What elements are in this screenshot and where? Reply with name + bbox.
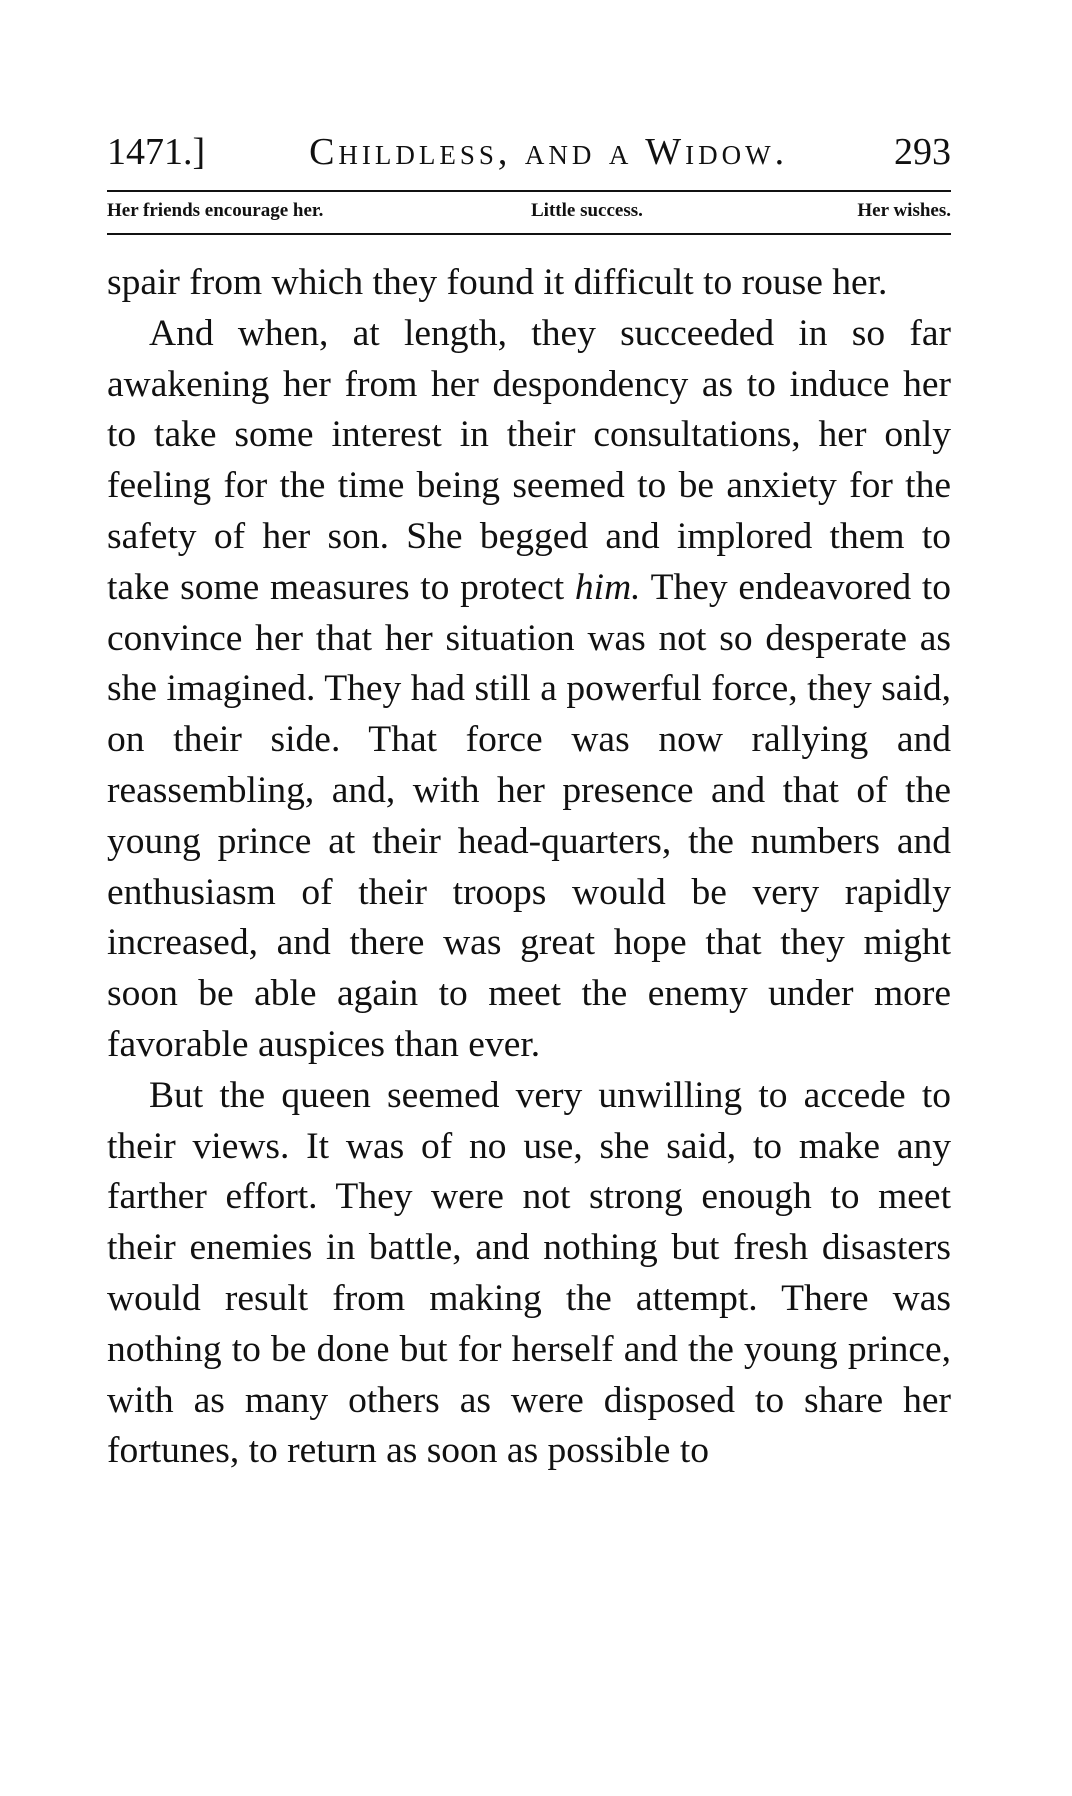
paragraph-queen-despondency — [107, 309, 951, 1071]
body-text — [107, 258, 951, 1477]
paragraph-text-after-emphasis: They endeavored to convince her that her situation was not so desperate as she imagined. They had still a powerful force, they said, on their side. That force was now rallying and reassembling, and, with her presence and that of the young prince at their head-quarters, the numbers and enthusiasm of their troops would be very rapidly increased, and there was great hope that they might soon be able again to meet the enemy under more favorable auspices than ever. — [107, 566, 951, 1065]
subhead-left: Her friends encourage her. — [107, 200, 324, 221]
emphasized-word: him. — [574, 566, 641, 608]
book-page — [107, 0, 951, 1796]
paragraph-text: spair from which they found it difficult to rouse her. — [107, 262, 888, 303]
running-head-title: Childless, and a Widow. — [309, 131, 789, 173]
marginal-subheads — [107, 197, 951, 225]
running-head — [107, 128, 951, 176]
page-number: 293 — [894, 131, 951, 173]
header-rule-bottom — [107, 233, 951, 235]
subhead-right: Her wishes. — [857, 200, 951, 221]
header-rule-top — [107, 190, 951, 192]
running-head-year: 1471.] — [107, 131, 206, 173]
paragraph-text-before-emphasis: And when, at length, they succeeded in so far awakening her from her despondency as to induce her to take some interest in their consultations, her only feeling for the time being seemed to be anxiety for the safety of her son. She begged and implored them to take some measures to protect — [107, 312, 951, 608]
paragraph-continuation — [107, 258, 951, 309]
paragraph-text: But the queen seemed very unwilling to accede to their views. It was of no use, she said, to make any farther effort. They were not strong enough to meet their enemies in battle, and nothing but fresh disasters would result from making the attempt. There was nothing to be done but for herself and the young prince, with as many others as were disposed to share her fortunes, to return as soon as possible to — [107, 1074, 951, 1472]
subhead-center: Little success. — [531, 200, 643, 221]
paragraph-queen-unwilling — [107, 1071, 951, 1477]
